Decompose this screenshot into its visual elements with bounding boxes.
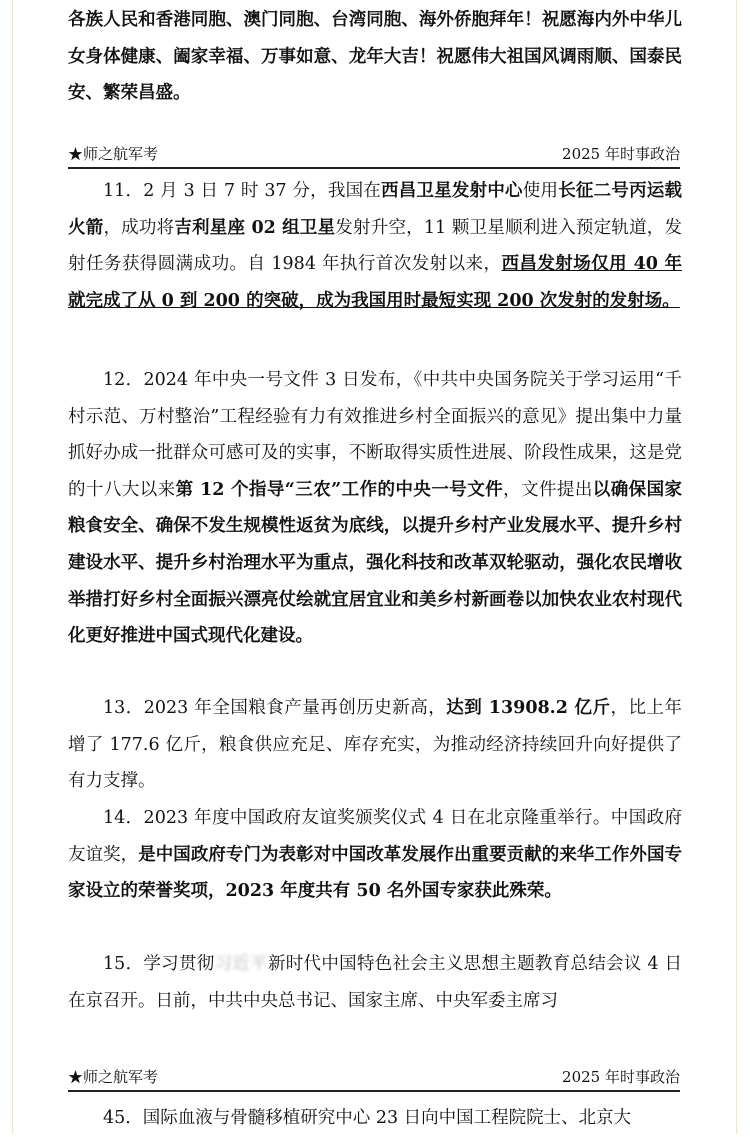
- item-text: 14．2023 年度中国政府友谊奖颁奖仪式 4 日在北京隆重举行。中国政府友谊奖，: [68, 808, 682, 865]
- item-highlight: 是中国政府专门为表彰对中国改革发展作出重要贡献的来华工作外国专家设立的荣誉奖项，2023 年度共有 50 名外国专家获此殊荣。: [68, 844, 683, 902]
- news-item-12: [68, 362, 682, 655]
- header-title: 2025 年时事政治: [562, 1068, 680, 1086]
- item-text: 13．2023 年全国粮食产量再创历史新高，: [103, 698, 447, 718]
- item-text: 发射升空，11 颗卫星顺利进入预定轨道，发射任务获得圆满成功。自 1984 年执行首次发射以来，: [68, 217, 683, 275]
- item-text: 45．国际血液与骨髓移植研究中心 23 日向中国工程院院士、北京大: [103, 1108, 632, 1128]
- item-text: ，成功将: [103, 217, 175, 238]
- item-text: ，文件提出: [503, 479, 593, 500]
- page-margin-line-right: [736, 0, 737, 1134]
- item-highlight: 西昌卫星发射中心: [381, 181, 523, 201]
- blurred-text: 习近平: [214, 954, 268, 974]
- item-text: 12．2024 年中央一号文件 3 日发布，《中共中央国务院关于学习运用“千村示范、万村整治”工程经验有力有效推进乡村全面振兴的意见》提出集中力量抓好办成一批群众可感可及的实事，不断取得实质性进展、阶段性成果，这是党的十八大以来: [68, 370, 682, 500]
- news-item-13: [68, 690, 682, 800]
- item-text: 15．学习贯彻: [103, 954, 215, 974]
- running-header-page-2: [68, 1068, 680, 1092]
- item-highlight: 长征二号丙运载火箭: [68, 181, 683, 238]
- item-highlight: 第 12 个指导“三农”工作的中央一号文件: [175, 479, 504, 500]
- news-item-15: [68, 946, 682, 1019]
- item-text: 11．2 月 3 日 7 时 37 分，我国在: [103, 181, 382, 201]
- news-item-45: [68, 1100, 682, 1137]
- continued-paragraph: [68, 2, 682, 112]
- header-brand: ★师之航军考: [68, 145, 159, 163]
- item-underlined-highlight: 西昌发射场仅用 40 年就完成了从 0 到 200 的突破，成为我国用时最短实现 200 次发射的发射场。: [68, 254, 682, 311]
- page-margin-line-left: [12, 0, 13, 1134]
- header-brand: ★师之航军考: [68, 1068, 159, 1086]
- news-item-11: [68, 173, 682, 319]
- news-item-14: [68, 800, 682, 910]
- item-highlight: 以确保国家粮食安全、确保不发生规模性返贫为底线，以提升乡村产业发展水平、提升乡村建设水平、提升乡村治理水平为重点，强化科技和改革双轮驱动，强化农民增收举措打好乡村全面振兴漂亮仗绘就宜居宜业和美乡村新画卷以加快农业农村现代化更好推进中国式现代化建设。: [68, 479, 683, 647]
- running-header: [68, 145, 680, 169]
- item-highlight: 达到 13908.2 亿斤: [446, 698, 611, 718]
- item-text: ，比上年增了 177.6 亿斤，粮食供应充足、库存充实，为推动经济持续回升向好提供了有力支撑。: [68, 698, 683, 792]
- paragraph-text: 各族人民和香港同胞、澳门同胞、台湾同胞、海外侨胞拜年！祝愿海内外中华儿女身体健康、阖家幸福、万事如意、龙年大吉！祝愿伟大祖国风调雨顺、国泰民安、繁荣昌盛。: [68, 10, 682, 104]
- item-highlight: 吉利星座 02 组卫星: [174, 217, 336, 238]
- header-title: 2025 年时事政治: [562, 145, 680, 163]
- item-text: 新时代中国特色社会主义思想主题教育总结会议 4 日在京召开。日前，中共中央总书记、国家主席、中央军委主席习: [68, 954, 682, 1011]
- item-text: 使用: [522, 181, 559, 201]
